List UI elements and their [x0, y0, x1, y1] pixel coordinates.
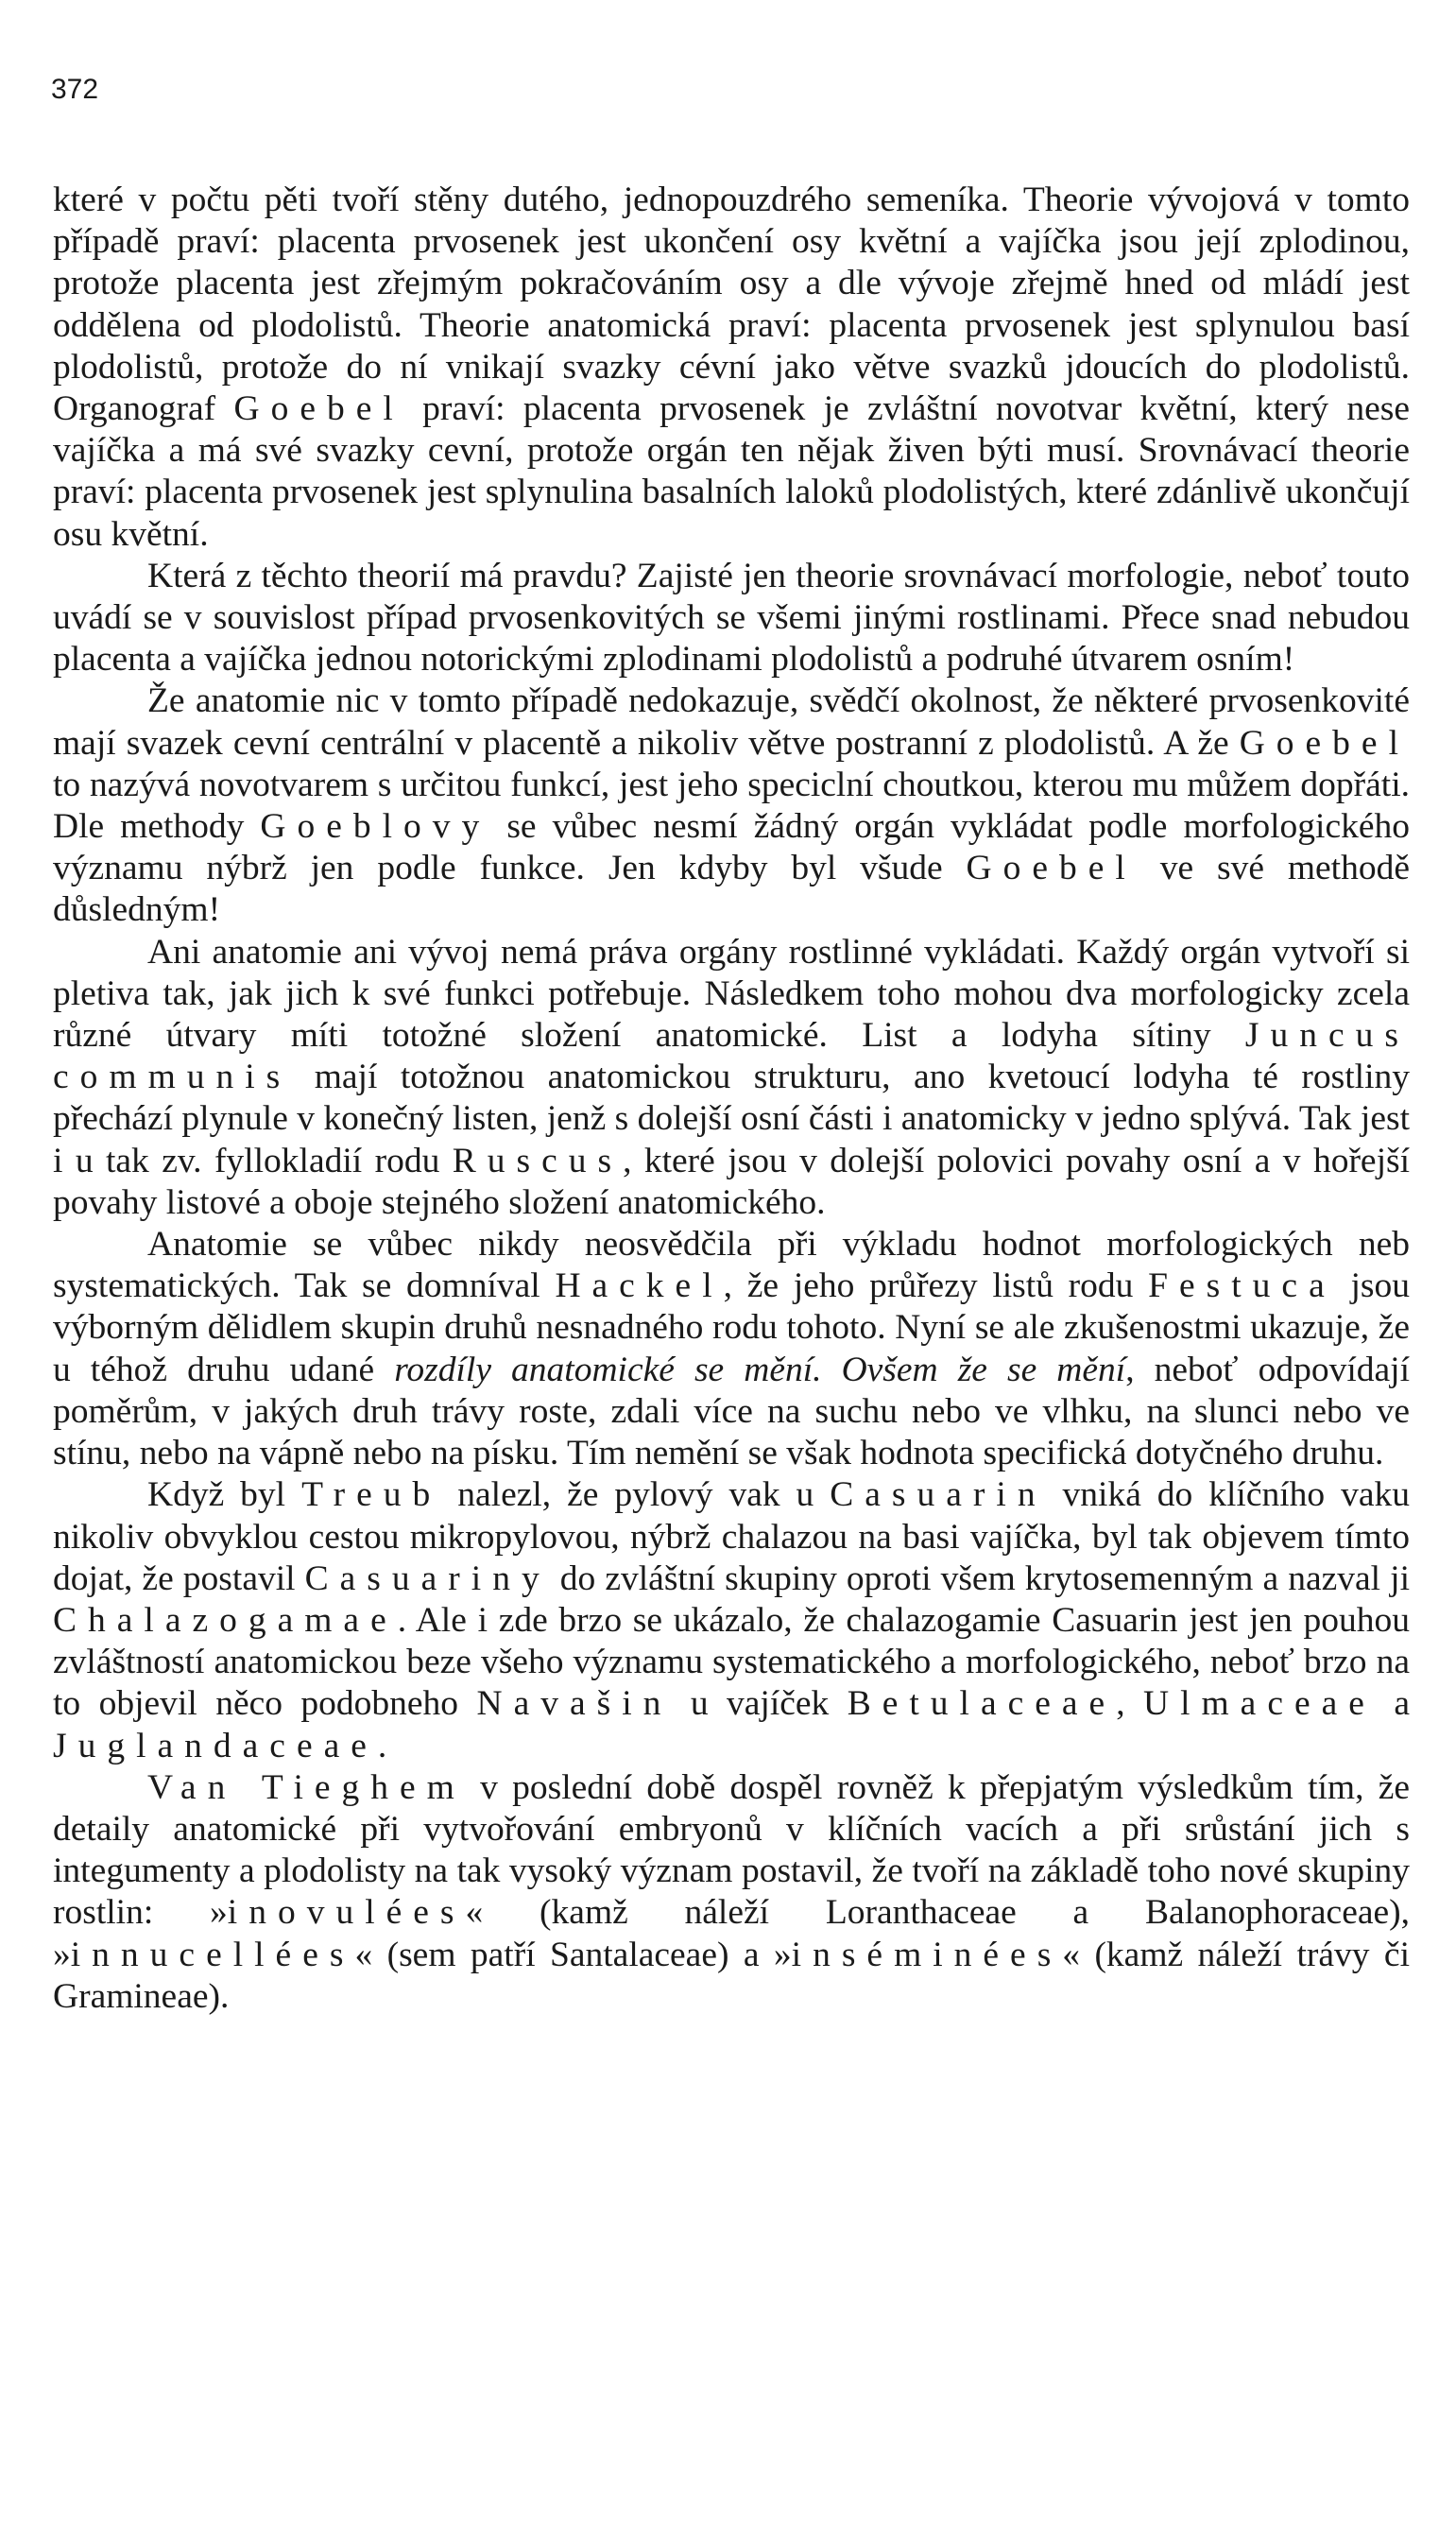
text-body: [53, 180, 1410, 2018]
paragraph: [53, 680, 1410, 931]
text-segment: mají totožnou anatomickou strukturu, ano kvetoucí lodyha té rostliny přechází plynule v konečný listen, jenž s dolejší osní části i anatomicky v jedno splývá. Tak jest i u tak zv. fyllokladií rodu: [53, 1058, 1410, 1180]
spaced-name: Chalazogamae: [53, 1600, 398, 1640]
spaced-name: Juglandaceae: [53, 1726, 378, 1765]
text-segment: , že jeho průřezy listů rodu: [723, 1266, 1149, 1306]
text-segment: .: [377, 1726, 387, 1765]
spaced-name: Ruscus: [452, 1141, 624, 1180]
text-segment: ,: [1116, 1684, 1143, 1724]
text-segment: Anatomie se vůbec nikdy neosvědčila při výkladu hodnot morfologických neb systematických. Tak se domníval: [53, 1225, 1410, 1306]
spaced-name: Van Tieghem: [147, 1767, 466, 1807]
spaced-name: Goeblovy: [260, 807, 491, 847]
spaced-name: inséminées: [791, 1935, 1063, 1974]
paragraph: [53, 1767, 1410, 2018]
text-segment: Která z těchto theorií má pravdu? Zajisté jen theorie srovnávací morfologie, neboť touto uvádí se v souvislost případ prvosenkovitých se všemi jinými rostlinami. Přece snad nebudou placenta a vajíčka jednou notorickými zplodinami plodolistů a podruhé útvarem osním!: [53, 556, 1410, 680]
paragraph: [53, 932, 1410, 1224]
text-segment: vniká do klíčního vaku nikoliv obvyklou cestou mikropylovou, nýbrž chalazou na basi vajíčka, byl tak objevem tímto dojat, že postavil: [53, 1475, 1410, 1598]
text-segment: Když byl: [147, 1475, 302, 1515]
paragraph: [53, 1224, 1410, 1474]
text-segment: a: [1375, 1684, 1410, 1724]
spaced-name: Navašin: [476, 1684, 673, 1724]
spaced-name: Casuariny: [304, 1558, 551, 1598]
spaced-name: Goebel: [966, 849, 1137, 888]
text-segment: « (kamž náleží Loranthaceae a Balanophoraceae), »: [53, 1893, 1410, 1974]
text-segment: u vajíček: [672, 1684, 848, 1724]
italic-text: rozdíly anatomické se mění. Ovšem že se mění: [394, 1350, 1126, 1389]
spaced-name: Betulaceae: [847, 1684, 1117, 1724]
spaced-name: inovulées: [227, 1893, 466, 1933]
spaced-name: Goebel: [1239, 723, 1410, 763]
page-number: 372: [51, 74, 99, 105]
paragraph: [53, 556, 1410, 681]
spaced-name: Casuarin: [830, 1475, 1047, 1515]
text-segment: které v počtu pěti tvoří stěny dutého, jednopouzdrého semeníka. Theorie vývojová v tomto případě praví: placenta prvosenek jest ukončení osy květní a vajíčka jsou její zplodinou, protože placenta jest zřejmým pokračováním osy a dle vývoje zřejmě hned od mládí jest oddělena od plodolistů. Theorie anatomická praví: placenta prvosenek jest splynulou basí plodolistů, protože do ní vnikají svazky cévní jako větve svazků jdoucích do plodolistů. Organograf: [53, 181, 1410, 429]
spaced-name: Juncus communis: [53, 1016, 1410, 1097]
spaced-name: Ulmaceae: [1143, 1684, 1376, 1724]
text-segment: , neboť odpovídají poměrům, v jakých druh trávy roste, zdali více na suchu nebo ve vlhku, na slunci nebo ve stínu, nebo na vápně nebo na písku. Tím nemění se však hodnota specifická dotyčného druhu.: [53, 1350, 1410, 1473]
text-segment: « (sem patří Santalaceae) a »: [354, 1935, 792, 1974]
text-segment: to nazývá novotvarem s určitou funkcí, jest jeho speciclní choutkou, kterou mu můžem dopřáti. Dle methody: [53, 765, 1410, 847]
spaced-name: Treub: [301, 1475, 442, 1515]
spaced-name: innucellées: [70, 1935, 355, 1974]
text-segment: ve své methodě důsledným!: [53, 849, 1410, 930]
text-segment: nalezl, že pylový vak u: [441, 1475, 831, 1515]
text-segment: do zvláštní skupiny oproti všem krytosemenným a nazval ji: [550, 1558, 1411, 1598]
text-segment: se vůbec nesmí žádný orgán vykládat podle morfologického významu nýbrž jen podle funkce. Jen kdyby byl všude: [53, 807, 1410, 888]
text-segment: Ani anatomie ani vývoj nemá práva orgány rostlinné vykládati. Každý orgán vytvoří si pletiva tak, jak jich k své funkci potřebuje. Následkem toho mohou dva morfologicky zcela různé útvary míti totožné složení anatomické. List a lodyha sítiny: [53, 932, 1410, 1056]
spaced-name: Goebel: [233, 389, 404, 429]
spaced-name: Hackel: [555, 1266, 724, 1306]
paragraph: [53, 180, 1410, 556]
text-segment: , které jsou v dolejší polovici povahy osní a v hořejší povahy listové a oboje stejného složení anatomického.: [53, 1141, 1411, 1222]
text-segment: « (kamž náleží trávy či Gramineae).: [53, 1935, 1410, 2016]
text-segment: v poslední době dospěl rovněž k přepjatým výsledkům tím, že detaily anatomické při vytvořování embryonů v klíčních vacích a při srůstání jich s integumenty a plodolisty na tak vysoký význam postavil, že tvoří na základě toho nové skupiny rostlin: »: [53, 1767, 1410, 1933]
text-segment: . Ale i zde brzo se ukázalo, že chalazogamie Casuarin jest jen pouhou zvláštností anatomickou beze všeho významu systematického a morfologického, neboť brzo na to objevil něco podobneho: [53, 1600, 1410, 1724]
text-segment: jsou výborným dělidlem skupin druhů nesnadného rodu tohoto. Nyní se ale zkušenostmi ukazuje, že u téhož druhu udané: [53, 1266, 1410, 1389]
paragraph: [53, 1474, 1410, 1766]
text-segment: praví: placenta prvosenek je zvláštní novotvar květní, který nese vajíčka a má své svazky cevní, protože orgán ten nějak živen býti musí. Srovnávací theorie praví: placenta prvosenek jest splynulina basalních laloků plodolistých, které zdánlivě ukončují osu květní.: [53, 389, 1411, 554]
spaced-name: Festuca: [1148, 1266, 1336, 1306]
text-segment: Že anatomie nic v tomto případě nedokazuje, svědčí okolnost, že některé prvosenkovité mají svazek cevní centrální v placentě a nikoliv větve postranní z plodolistů. A že: [53, 681, 1410, 763]
